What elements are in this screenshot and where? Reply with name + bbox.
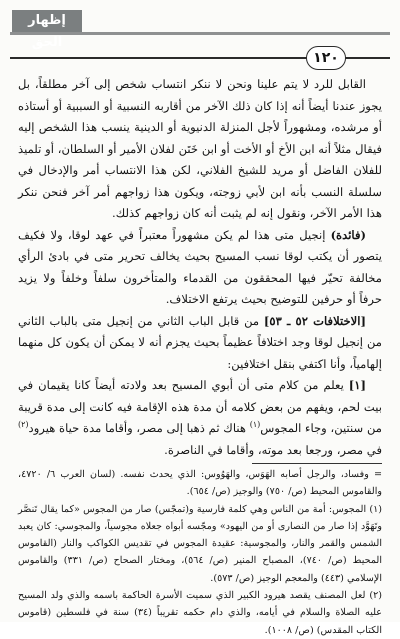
footnote-ref-1: (١) [249,420,261,430]
paragraph-4-text-b: هناك ثم ذهبا إلى مصر، وأقاما مدة حياة هيرود [28,421,250,435]
footnote-ref-2: (٢) [18,420,29,430]
paragraph-4-text-a: يعلم من كلام متى أن أبوي المسيح بعد ولادته أيضاً كانا يقيمان في بيت لحم، ويفهم من بعض كلامه أن مدة هذه الإقامة فيه كانت إلى مدة قريبة من سنتين، وجاء المجوس [18,378,383,435]
paragraph-2-label: (فائدة) [330,227,366,242]
paragraph-4-label: [١] [348,378,366,392]
paragraph-4-text-c: في مصر، ورجعا بعد موته، وأقاما في الناصرة. [164,442,382,457]
page-header [10,10,390,70]
paragraph-2-text: إنجيل متى هذا لم يكن مشهوراً معتبراً في عهد لوقا، ولا فكيف يتصور أن يكتب لوقا نسب المسيح بحيث يخالف تحرير متى في بادئ الرأي مخالفة تحيّر فيها المحققون من القدماء والمتأخرون سلفاً وخلفاً ولا يزيد حرفاً أو حرفين للتوضيح بحيث يرتفع الاختلاف. [18,227,382,306]
footnote-continued: = وفساد، والرجل أصابه الهَوَس، والهَوُوس: الذي يحدث نفسه. (لسان العرب ٦/ ٤٧٢٠، والقاموس المحيط (ص/ ٧٥٠) والوجيز (ص/ ٦٥٤). [18,469,382,498]
footnote-2: (٢) لعل المصنف يقصد هيرود الكبير الذي سميت الأسرة الحاكمة باسمه والذي ولد المسيح عليه الصلاة والسلام في أيامه، والذي دام حكمه تقريباً (٣٤) سنة في فلسطين (قاموس الكتاب المقدس) (ص/ ١٠٠٨). [18,590,382,636]
footnote-1: (١) المجوس: أمة من الناس وهي كلمة فارسية و(تمجّس) صار من المجوس «كما يقال تَنصَّر وتَهَوَّد إذا صار من النصارى أو من اليهود» ومجّسه أبواه جعلاه مجوسياً، والمجوسي: كان يعبد الشمس والقمر والنار، والمجوسية: عقيدة المجوس في تقديس الكواكب والنار (القاموس المحيط (ص/ ٧٤٠)، المصباح المنير (ص/ ٥٦٤)، ومختار الصحاح (ص/ ٣٣١) والقاموس الإسلامي (٤٤٣) والمعجم الوجيز (ص/ ٥٧٣). [18,503,382,584]
header-rule [10,32,390,35]
paragraph-3-text: من قابل الباب الثاني من إنجيل متى بالباب الثاني من إنجيل لوقا وجد اختلافاً عظيماً بحيث يجزم أنه لا يمكن أن يكون كل منهما إلهامياً، وأنا اكتفي بنقل اختلافين: [18,313,382,371]
main-text [18,74,382,461]
paragraph-3-label: [الاختلافات ٥٢ ـ ٥٣] [263,313,366,328]
paragraph-3 [18,311,382,376]
footnote-separator [252,463,382,464]
footnotes [18,466,382,639]
book-title: إظهار الحق [12,10,82,32]
paragraph-1: القابل للرد لا يتم علينا ونحن لا ننكر انتساب شخص إلى آخر مطلقاً، بل يجوز عندنا أيضاً أنه إذا كان ذلك الآخر من أقاربه النسبية أو السببية أو أستاذه أو مرشده، ومشهوراً لأجل المنزلة الدنيوية أو الدينية ينسب هذا الشخص إليه فيقال مثلاً أنه ابن الأخ أو الأخت أو ابن خَتَن لفلان الأمير أو السلطان، أو تلميذ للفلان الفاضل أو مريد للشيخ الفلاني، لكن هذا الانتساب أمر والإدخال في سلسلة النسب بأنه ابن لأبي زوجته، ويكون هذا زواجهم أمر آخر فنحن ننكر هذا الأمر الآخر، ونقول إنه لم يثبت أنه كان زواجهم كذلك. [18,77,382,220]
paragraph-2 [18,225,382,311]
paragraph-4 [18,375,382,461]
page-number: ١٢٠ [306,46,346,70]
